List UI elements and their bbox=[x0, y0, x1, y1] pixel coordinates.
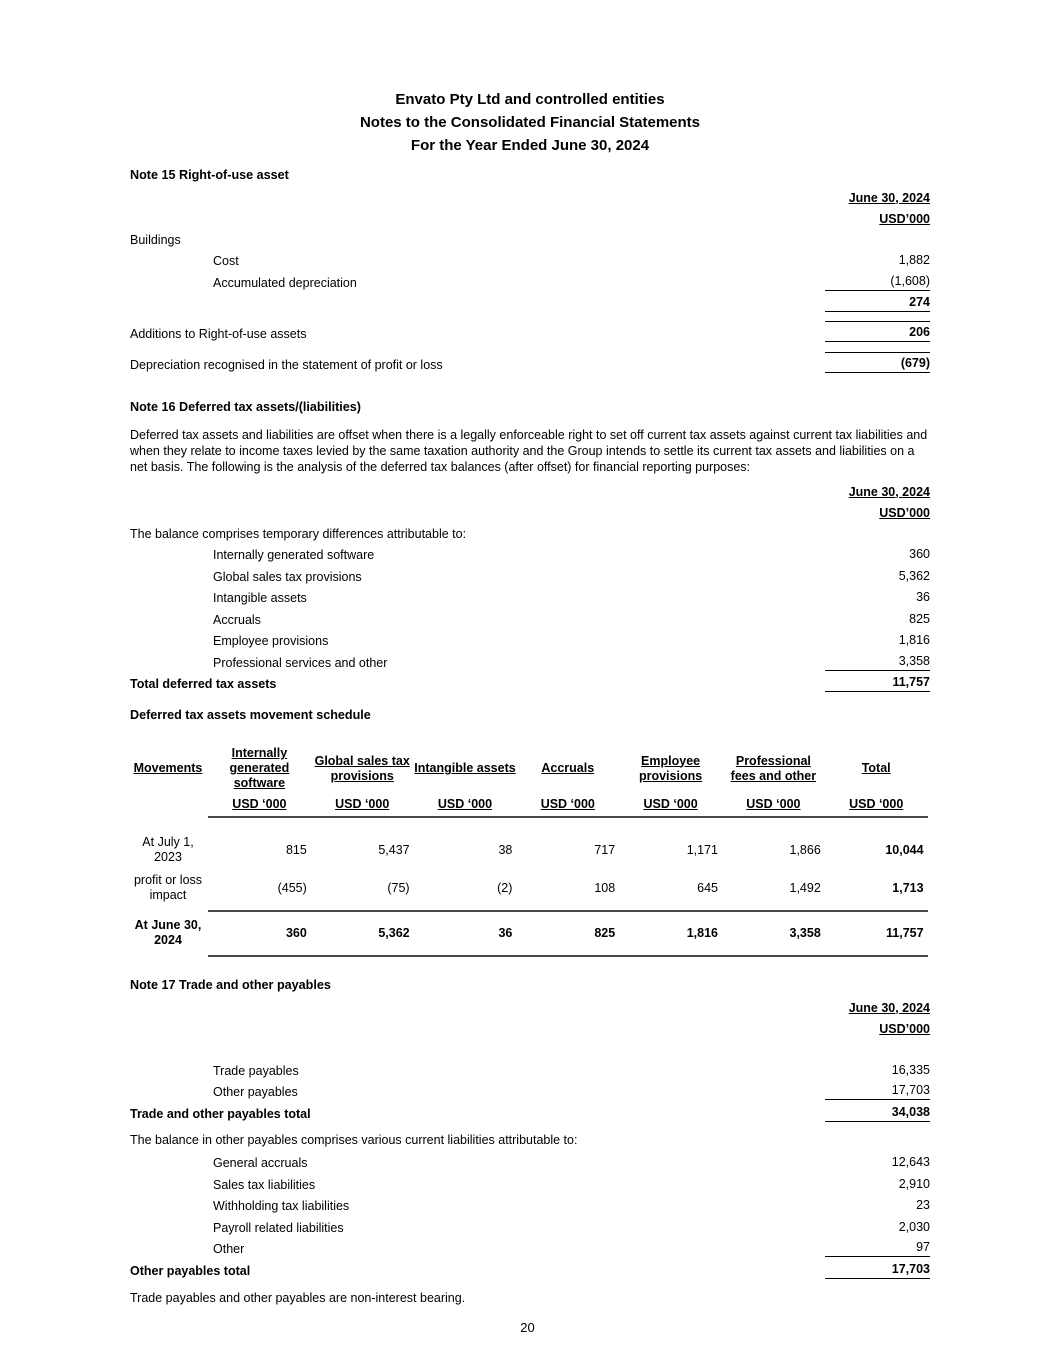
row-label: Global sales tax provisions bbox=[213, 569, 362, 584]
note17-row-payroll bbox=[130, 1214, 930, 1236]
row-value bbox=[825, 247, 930, 248]
note16-paragraph: Deferred tax assets and liabilities are offset when there is a legally enforceable right to set off current tax assets against current tax liabilities and when they relate to income taxes levied by the same taxation authority and the Group intends to settle its current tax assets and liabilities on a net basis. The following is the analysis of the deferred tax balances (after offset) for financial reporting purposes: bbox=[130, 428, 928, 474]
cell-value: 36 bbox=[498, 925, 513, 940]
cell-value: 815 bbox=[285, 842, 307, 857]
row-label: profit or loss impact bbox=[133, 873, 203, 902]
cell-value: 1,492 bbox=[789, 880, 821, 895]
note16-row-intangibles bbox=[130, 585, 930, 607]
table-row-opening bbox=[128, 835, 928, 865]
unit-cell: USD ‘000 bbox=[437, 797, 493, 811]
row-value: 1,816 bbox=[898, 633, 930, 647]
row-value: 5,362 bbox=[898, 568, 930, 583]
note16-row-software bbox=[130, 542, 930, 564]
unit-header: USD’000 bbox=[879, 212, 930, 226]
note17-row-other bbox=[130, 1236, 930, 1258]
cell-value: 108 bbox=[594, 880, 616, 895]
row-label: Internally generated software bbox=[213, 548, 375, 562]
note15-heading: Note 15 Right-of-use asset bbox=[130, 168, 289, 182]
cell-value: 3,358 bbox=[789, 925, 821, 940]
unit-cell: USD ‘000 bbox=[849, 797, 904, 811]
note16-unit-header-row bbox=[130, 499, 930, 521]
row-value: 12,643 bbox=[891, 1155, 930, 1169]
note17-unit-header-row bbox=[130, 1015, 930, 1037]
note15-row-buildings bbox=[130, 226, 930, 248]
row-value: 97 bbox=[825, 1240, 930, 1257]
cell-value: 1,171 bbox=[686, 842, 718, 857]
header-cell-employee: Employee provisions bbox=[638, 753, 703, 783]
note15-unit-header-row bbox=[130, 205, 930, 227]
table-total-bottom-rule bbox=[208, 955, 928, 957]
row-label: Depreciation recognised in the statement of profit or loss bbox=[130, 358, 443, 372]
cell-value: 5,437 bbox=[378, 842, 410, 857]
header-cell-intangibles: Intangible assets bbox=[414, 761, 516, 775]
note15-row-accumulated-depreciation bbox=[130, 269, 930, 291]
unit-cell: USD ‘000 bbox=[232, 797, 287, 811]
note15-row-depreciation bbox=[130, 352, 930, 374]
row-value: 23 bbox=[916, 1198, 930, 1212]
row-label: Total deferred tax assets bbox=[130, 677, 277, 691]
cell-value: 11,757 bbox=[886, 925, 924, 940]
row-value: (679) bbox=[825, 352, 930, 373]
row-value: 1,882 bbox=[898, 253, 930, 267]
date-header: June 30, 2024 bbox=[848, 484, 930, 499]
cell-value: 10,044 bbox=[885, 842, 924, 857]
unit-cell: USD ‘000 bbox=[746, 797, 801, 811]
row-value: 3,358 bbox=[825, 654, 930, 671]
note17-date-header-row bbox=[130, 993, 930, 1015]
cell-value: 38 bbox=[498, 842, 513, 857]
row-value: (1,608) bbox=[825, 274, 930, 291]
cell-value: 1,866 bbox=[789, 842, 821, 857]
cell-value: 1,713 bbox=[892, 880, 924, 895]
row-value: 274 bbox=[825, 295, 930, 312]
row-label: Intangible assets bbox=[213, 591, 307, 605]
intro-text: The balance comprises temporary differences attributable to: bbox=[130, 526, 467, 541]
title-block bbox=[130, 0, 930, 157]
cell-value: 825 bbox=[594, 925, 616, 940]
page-number: 20 bbox=[520, 1320, 535, 1335]
movement-schedule-heading: Deferred tax assets movement schedule bbox=[130, 708, 371, 722]
cell-value: 5,362 bbox=[378, 925, 410, 940]
row-value: 34,038 bbox=[825, 1105, 930, 1122]
table-header-rule bbox=[208, 816, 928, 818]
header-cell-professional: Professional fees and other bbox=[730, 753, 817, 783]
note17-row-withholding-tax bbox=[130, 1193, 930, 1215]
note17-row-sales-tax bbox=[130, 1171, 930, 1193]
cell-value: 360 bbox=[285, 925, 307, 940]
note16-row-gst bbox=[130, 563, 930, 585]
row-value: 36 bbox=[916, 590, 930, 604]
note17-row-other-payables bbox=[130, 1079, 930, 1101]
row-value: 206 bbox=[825, 321, 930, 342]
note17-footnote: Trade payables and other payables are non-interest bearing. bbox=[130, 1290, 466, 1305]
company-title: Envato Pty Ltd and controlled entities bbox=[395, 91, 665, 108]
row-label: Professional services and other bbox=[213, 655, 388, 670]
cell-value: 1,816 bbox=[686, 925, 718, 940]
header-cell-gst: Global sales tax provisions bbox=[314, 753, 410, 783]
cell-value: (455) bbox=[277, 880, 307, 895]
note16-row-total bbox=[130, 671, 930, 693]
row-label: At June 30, 2024 bbox=[134, 918, 202, 947]
row-label: Sales tax liabilities bbox=[213, 1177, 316, 1192]
row-label: Accruals bbox=[213, 612, 261, 627]
document-subtitle: Notes to the Consolidated Financial Statements bbox=[359, 114, 701, 131]
header-cell-movements: Movements bbox=[133, 761, 203, 775]
row-label: Other bbox=[213, 1242, 245, 1256]
header-cell-accruals: Accruals bbox=[541, 761, 595, 775]
unit-header: USD’000 bbox=[879, 506, 930, 520]
note17-row-general-accruals bbox=[130, 1150, 930, 1172]
row-label: Other payables total bbox=[130, 1263, 251, 1278]
row-label: Buildings bbox=[130, 232, 181, 247]
cell-value: (2) bbox=[497, 880, 513, 895]
table-row-closing bbox=[128, 918, 928, 948]
note15-date-header-row bbox=[130, 183, 930, 205]
row-label: Payroll related liabilities bbox=[213, 1220, 344, 1235]
date-header: June 30, 2024 bbox=[848, 1000, 930, 1015]
movement-table bbox=[128, 746, 928, 957]
note15-row-net-total bbox=[130, 291, 930, 313]
row-label: General accruals bbox=[213, 1156, 308, 1170]
unit-cell: USD ‘000 bbox=[643, 797, 698, 811]
note16-row-accruals bbox=[130, 606, 930, 628]
row-label: Additions to Right-of-use assets bbox=[130, 326, 307, 341]
row-value: 360 bbox=[909, 547, 930, 561]
note17-paragraph: The balance in other payables comprises various current liabilities attributable to: bbox=[130, 1132, 578, 1147]
unit-header: USD’000 bbox=[879, 1022, 930, 1036]
row-value: 825 bbox=[909, 611, 930, 626]
row-label: Withholding tax liabilities bbox=[213, 1199, 350, 1213]
note17-row-other-payables-total bbox=[130, 1257, 930, 1279]
note17-heading: Note 17 Trade and other payables bbox=[130, 978, 331, 992]
table-total-top-rule bbox=[208, 910, 928, 912]
note16-date-header-row bbox=[130, 477, 930, 499]
note15-row-additions bbox=[130, 320, 930, 342]
row-label: Employee provisions bbox=[213, 634, 329, 648]
unit-cell: USD ‘000 bbox=[335, 797, 390, 811]
note16-heading: Note 16 Deferred tax assets/(liabilities) bbox=[130, 400, 361, 414]
row-value: 17,703 bbox=[825, 1083, 930, 1100]
cell-value: (75) bbox=[387, 880, 410, 895]
row-value: 16,335 bbox=[891, 1062, 930, 1077]
cell-value: 717 bbox=[594, 842, 616, 857]
header-cell-total: Total bbox=[861, 761, 891, 775]
note16-row-employee bbox=[130, 628, 930, 650]
row-value: 2,030 bbox=[898, 1219, 930, 1234]
row-label: Other payables bbox=[213, 1085, 298, 1099]
cell-value: 645 bbox=[697, 880, 718, 895]
note16-row-professional bbox=[130, 649, 930, 671]
table-row-pl-impact bbox=[128, 873, 928, 903]
date-header: June 30, 2024 bbox=[848, 190, 930, 205]
note15-row-cost bbox=[130, 248, 930, 270]
note16-intro-row bbox=[130, 520, 930, 542]
row-label: Trade and other payables total bbox=[130, 1106, 311, 1121]
movement-table-header-row bbox=[128, 746, 928, 791]
unit-cell: USD ‘000 bbox=[540, 797, 595, 811]
row-value: 2,910 bbox=[898, 1176, 930, 1191]
row-label: Trade payables bbox=[213, 1063, 299, 1078]
row-label: Cost bbox=[213, 254, 239, 268]
row-label: Accumulated depreciation bbox=[213, 275, 357, 290]
row-value: 17,703 bbox=[825, 1262, 930, 1279]
row-label: At July 1, 2023 bbox=[142, 835, 194, 864]
movement-table-unit-row bbox=[128, 797, 928, 812]
row-value: 11,757 bbox=[825, 675, 930, 692]
note17-row-payables-total bbox=[130, 1100, 930, 1122]
period-title: For the Year Ended June 30, 2024 bbox=[410, 137, 650, 154]
header-cell-software: Internally generated software bbox=[229, 746, 290, 790]
note17-row-trade-payables bbox=[130, 1057, 930, 1079]
